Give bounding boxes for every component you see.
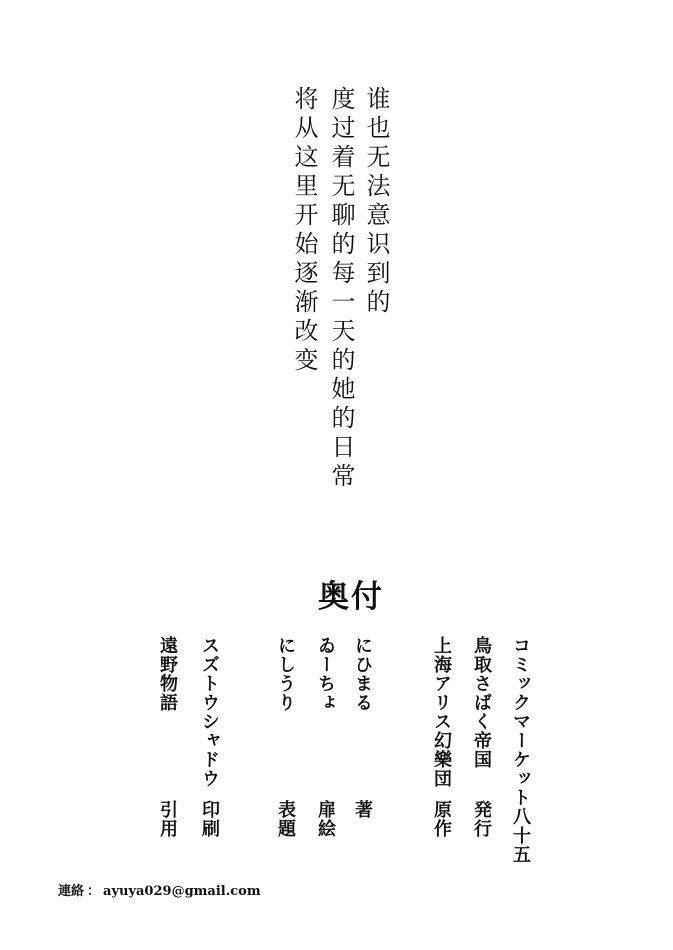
contact-line bbox=[58, 885, 261, 898]
printer-role: 印刷 bbox=[199, 800, 220, 838]
cover-role: 表題 bbox=[275, 800, 296, 838]
quote-name: 遠野物語 bbox=[157, 636, 178, 712]
event-name: コミックマーケット八十五 bbox=[510, 636, 531, 864]
contact-separator: ： bbox=[87, 884, 101, 899]
poem-line-3: 将从这里开始逐渐改变 bbox=[290, 86, 318, 376]
contact-email: ayuya029@gmail.com bbox=[103, 884, 261, 899]
publisher-role: 発行 bbox=[471, 800, 492, 838]
original-role: 原作 bbox=[431, 800, 452, 838]
illustration-role: 扉絵 bbox=[315, 800, 336, 838]
printer-name: スズトウシャドウ bbox=[199, 636, 220, 788]
author-name-1: にひまる bbox=[352, 636, 373, 712]
contact-label: 連絡 bbox=[58, 884, 85, 899]
author-role: 著 bbox=[352, 800, 373, 819]
quote-role: 引用 bbox=[157, 800, 178, 838]
colophon-title: 奥付 bbox=[318, 579, 384, 615]
poem-line-2: 度过着无聊的每一天的她的日常 bbox=[327, 86, 355, 492]
publisher-name: 鳥取さばく帝国 bbox=[471, 636, 492, 769]
poem-line-1: 谁也无法意识到的 bbox=[362, 86, 390, 318]
original-name: 上海アリス幻樂団 bbox=[431, 636, 452, 788]
cover-name: にしうり bbox=[275, 636, 296, 712]
author-name-2: ゐーちょ bbox=[315, 636, 336, 712]
